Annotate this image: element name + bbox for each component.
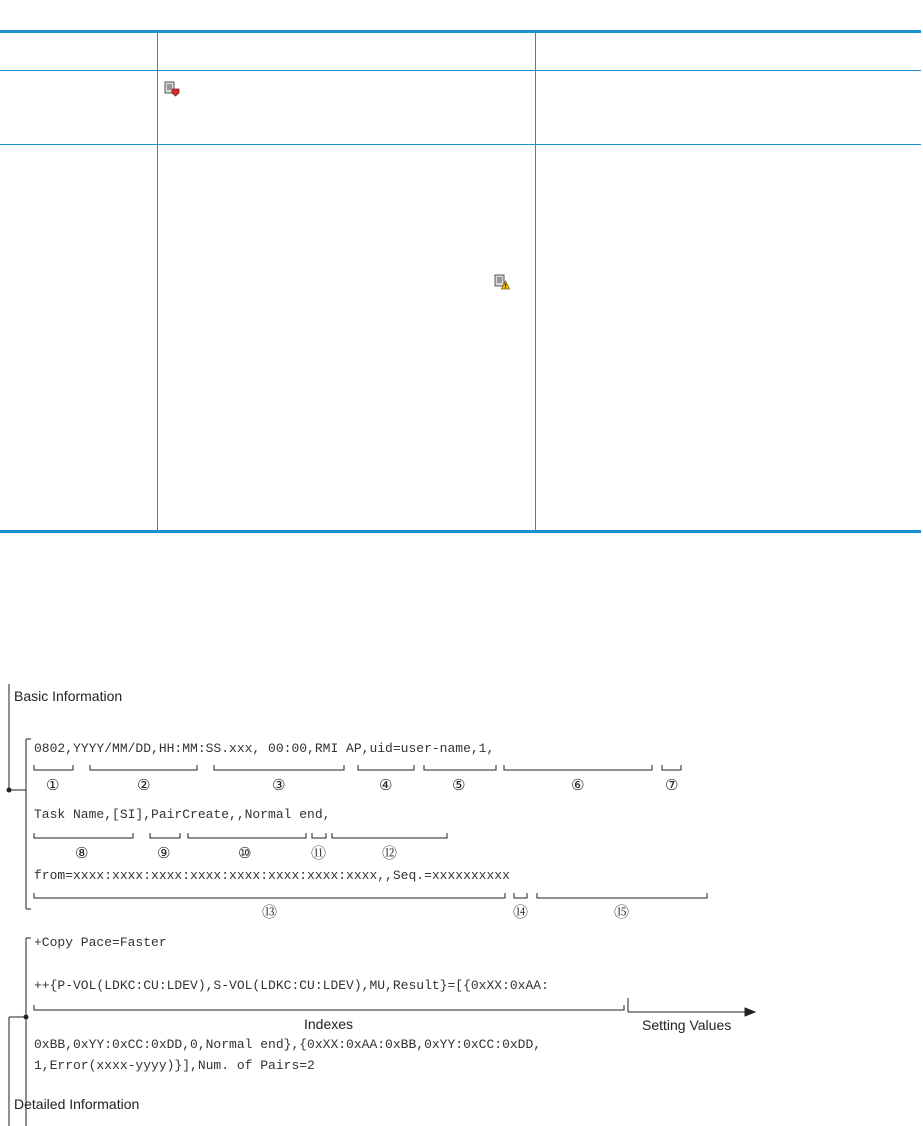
error-status-icon [164,81,180,97]
marker-10: ⑩ [238,844,252,862]
log-line-7: 1,Error(xxxx-yyyy)}],Num. of Pairs=2 [34,1058,315,1073]
marker-4: ④ [379,776,393,794]
indexes-label: Indexes [304,1016,354,1032]
table-bottom-rule [0,530,921,533]
log-line-3: from=xxxx:xxxx:xxxx:xxxx:xxxx:xxxx:xxxx:xxxx,,Seq.=xxxxxxxxxx [34,868,510,883]
table-top-rule [0,30,921,33]
marker-12: ⑫ [382,844,398,862]
marker-11: ⑪ [311,844,327,862]
bracket-lines [0,660,923,1126]
column-divider-1 [157,33,158,530]
basic-information-label: Basic Information [14,688,123,704]
marker-8: ⑧ [75,844,89,862]
marker-14: ⑭ [513,903,529,921]
header-divider [0,70,921,71]
log-line-1: 0802,YYYY/MM/DD,HH:MM:SS.xxx, 00:00,RMI AP,uid=user-name,1, [34,741,495,756]
row-divider [0,144,921,145]
marker-13: ⑬ [262,903,278,921]
marker-7: ⑦ [665,776,679,794]
marker-1: ① [46,776,60,794]
warning-status-icon [494,274,510,290]
marker-3: ③ [272,776,286,794]
log-line-5: ++{P-VOL(LDKC:CU:LDEV),S-VOL(LDKC:CU:LDEV),MU,Result}=[{0xXX:0xAA: [34,978,549,993]
marker-6: ⑥ [571,776,585,794]
marker-9: ⑨ [157,844,171,862]
setting-values-label: Setting Values [642,1017,732,1033]
log-line-6: 0xBB,0xYY:0xCC:0xDD,0,Normal end},{0xXX:0xAA:0xBB,0xYY:0xCC:0xDD, [34,1037,542,1052]
audit-log-format-diagram [0,660,923,1126]
marker-2: ② [137,776,151,794]
log-line-4: +Copy Pace=Faster [34,935,167,950]
marker-5: ⑤ [452,776,466,794]
detailed-information-label: Detailed Information [14,1096,140,1112]
log-line-2: Task Name,[SI],PairCreate,,Normal end, [34,807,331,822]
marker-15: ⑮ [614,903,630,921]
column-divider-2 [535,33,536,530]
